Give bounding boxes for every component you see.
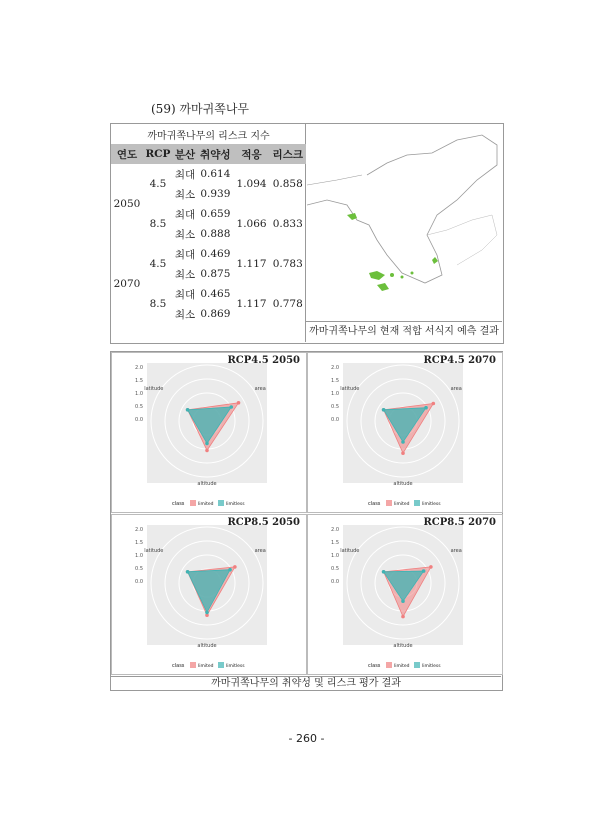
data-point — [205, 611, 209, 615]
legend-label: limited — [198, 502, 214, 507]
legend-swatch — [414, 500, 420, 506]
min-label: 최소 — [174, 308, 196, 321]
header-risk: 리스크 — [270, 144, 306, 164]
radar-title: RCP8.5 2050 — [227, 517, 300, 528]
tick-label: 1.0 — [331, 391, 339, 397]
vuln-min: 0.869 — [200, 308, 231, 320]
legend-label: limitless — [226, 664, 245, 669]
legend-label: limitless — [422, 664, 441, 669]
data-point — [186, 408, 190, 412]
tick-label: 1.5 — [135, 378, 143, 384]
radar-title: RCP4.5 2050 — [227, 355, 300, 366]
tick-label: 2.0 — [331, 365, 339, 371]
legend-label: limited — [198, 664, 214, 669]
header-year: 연도 — [111, 144, 143, 164]
axis-label: area — [254, 386, 266, 393]
data-point — [432, 402, 436, 406]
axis-label: altitude — [393, 481, 413, 487]
legend-title: class — [172, 663, 185, 669]
vuln-max: 0.614 — [200, 168, 231, 180]
legend-label: limitless — [226, 502, 245, 507]
legend-title: class — [172, 501, 185, 507]
tick-label: 1.5 — [135, 540, 143, 546]
data-point — [429, 565, 433, 569]
header-vuln: 취약성 — [197, 144, 233, 164]
legend-swatch — [386, 662, 392, 668]
map-caption: 까마귀쪽나무의 현재 적합 서식지 예측 결과 — [306, 321, 502, 342]
risk-table — [111, 124, 306, 324]
legend-swatch — [218, 500, 224, 506]
tick-label: 1.5 — [331, 540, 339, 546]
data-point — [205, 449, 209, 453]
legend-label: limitless — [422, 502, 441, 507]
axis-label: altitude — [197, 481, 217, 487]
radar-caption: 까마귀쪽나무의 취약성 및 리스크 평가 결과 — [111, 676, 501, 690]
tick-label: 0.5 — [331, 566, 339, 572]
tick-label: 0.0 — [331, 579, 339, 585]
tick-label: 0.5 — [135, 404, 143, 410]
legend-swatch — [218, 662, 224, 668]
axis-label: latitude — [340, 548, 360, 555]
radar-chart — [308, 353, 502, 512]
tick-label: 1.0 — [135, 553, 143, 559]
tick-label: 0.0 — [135, 417, 143, 423]
rcp-cell: 8.5 — [149, 298, 167, 310]
data-point — [186, 570, 190, 574]
vuln-min: 0.888 — [200, 228, 231, 240]
data-point — [228, 568, 232, 572]
data-point — [382, 408, 386, 412]
data-point — [401, 599, 405, 603]
vuln-max: 0.469 — [200, 248, 231, 260]
korea-map-image — [307, 125, 501, 319]
radar-panel-3 — [111, 514, 307, 675]
axis-label: latitude — [144, 548, 164, 555]
axis-label: altitude — [197, 643, 217, 649]
data-point — [401, 451, 405, 455]
tick-label: 0.5 — [135, 566, 143, 572]
risk-cell: 0.858 — [272, 178, 303, 190]
radar-panel-1 — [111, 352, 307, 513]
min-label: 최소 — [174, 188, 196, 201]
max-label: 최대 — [174, 248, 196, 261]
data-point — [424, 406, 428, 410]
legend-swatch — [414, 662, 420, 668]
data-point — [401, 615, 405, 619]
data-point — [382, 570, 386, 574]
legend-label: limited — [394, 502, 410, 507]
legend-swatch — [190, 662, 196, 668]
min-label: 최소 — [174, 228, 196, 241]
vuln-max: 0.465 — [200, 288, 231, 300]
rcp-cell: 4.5 — [149, 178, 167, 190]
rcp-cell: 4.5 — [149, 258, 167, 270]
adapt-cell: 1.066 — [236, 218, 267, 230]
table-caption: 까마귀쪽나무의 리스크 지수 — [147, 130, 270, 142]
max-label: 최대 — [174, 168, 196, 181]
tick-label: 1.0 — [135, 391, 143, 397]
axis-label: latitude — [144, 386, 164, 393]
axis-label: area — [450, 548, 462, 555]
tick-label: 1.5 — [331, 378, 339, 384]
vuln-min: 0.875 — [200, 268, 231, 280]
max-label: 최대 — [174, 208, 196, 221]
radar-title: RCP8.5 2070 — [423, 517, 496, 528]
axis-label: area — [254, 548, 266, 555]
section-title: (59) 까마귀쪽나무 — [151, 102, 249, 116]
data-point — [237, 401, 241, 405]
axis-label: latitude — [340, 386, 360, 393]
data-point — [233, 565, 237, 569]
radar-title: RCP4.5 2070 — [423, 355, 496, 366]
vuln-min: 0.939 — [200, 188, 231, 200]
year-cell: 2070 — [113, 278, 141, 290]
vuln-max: 0.659 — [200, 208, 231, 220]
page-number: - 260 - — [288, 732, 325, 745]
header-rcp: RCP — [143, 144, 173, 164]
risk-cell: 0.778 — [272, 298, 303, 310]
max-label: 최대 — [174, 288, 196, 301]
tick-label: 0.0 — [331, 417, 339, 423]
axis-label: altitude — [393, 643, 413, 649]
tick-label: 2.0 — [135, 365, 143, 371]
rcp-cell: 8.5 — [149, 218, 167, 230]
risk-cell: 0.783 — [272, 258, 303, 270]
tick-label: 0.0 — [135, 579, 143, 585]
data-point — [205, 442, 209, 446]
data-point — [401, 440, 405, 444]
legend-swatch — [386, 500, 392, 506]
header-adapt: 적응 — [234, 144, 270, 164]
legend-swatch — [190, 500, 196, 506]
data-point — [422, 569, 426, 573]
legend-title: class — [368, 501, 381, 507]
adapt-cell: 1.094 — [236, 178, 267, 190]
data-point — [229, 405, 233, 409]
radar-panel-4 — [307, 514, 503, 675]
radar-chart — [112, 353, 306, 512]
tick-label: 0.5 — [331, 404, 339, 410]
tick-label: 2.0 — [135, 527, 143, 533]
radar-chart — [308, 515, 502, 674]
legend-label: limited — [394, 664, 410, 669]
adapt-cell: 1.117 — [236, 298, 267, 310]
risk-cell: 0.833 — [272, 218, 303, 230]
radar-panel-2 — [307, 352, 503, 513]
min-label: 최소 — [174, 268, 196, 281]
legend-title: class — [368, 663, 381, 669]
tick-label: 2.0 — [331, 527, 339, 533]
adapt-cell: 1.117 — [236, 258, 267, 270]
axis-label: area — [450, 386, 462, 393]
tick-label: 1.0 — [331, 553, 339, 559]
year-cell: 2050 — [113, 198, 141, 210]
radar-chart — [112, 515, 306, 674]
habitat-map — [307, 125, 501, 319]
header-dist: 분산 — [173, 144, 197, 164]
